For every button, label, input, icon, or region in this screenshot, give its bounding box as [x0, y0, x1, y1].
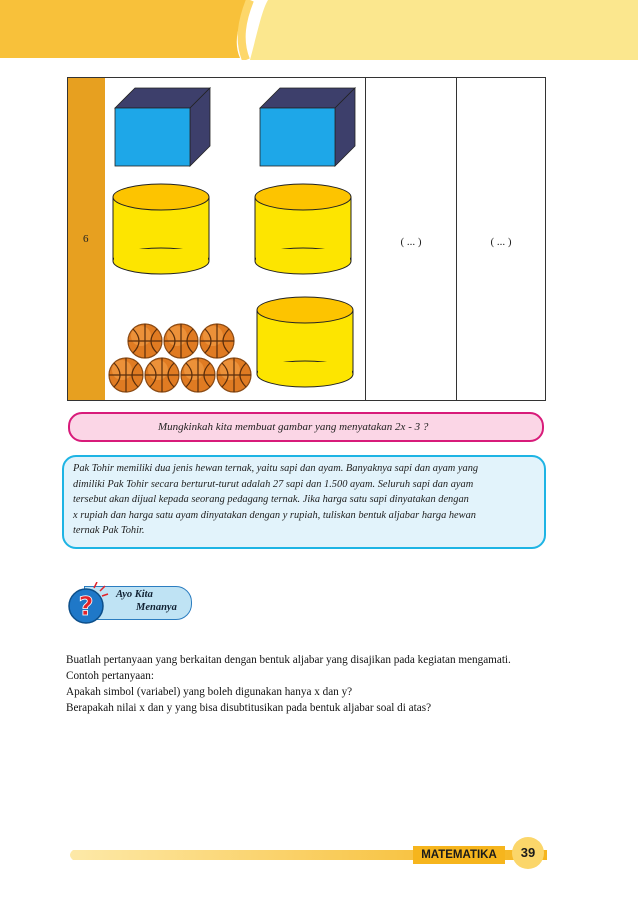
ask-section-badge: [64, 582, 194, 624]
cube-icon: [115, 88, 210, 166]
header-band: [0, 0, 638, 60]
blank-b: ( ... ): [490, 236, 512, 248]
book-title: MATEMATIKA: [413, 846, 505, 864]
row-number: 6: [83, 233, 89, 245]
problem-line: ternak Pak Tohir.: [73, 525, 145, 536]
illustration-cell: [105, 78, 366, 400]
algebra-tiles-illustration: [105, 78, 365, 400]
problem-line: tersebut akan dijual kepada seorang pedagang ternak. Jika harga satu sapi dinyatakan dengan: [73, 494, 469, 505]
problem-line: x rupiah dan harga satu ayam dinyatakan dengan y rupiah, tuliskan bentuk aljabar harga hewan: [73, 509, 476, 521]
cylinder-icon: [255, 184, 351, 274]
problem-line: dimiliki Pak Tohir secara berturut-turut adalah 27 sapi dan 1.500 ayam. Seluruh sapi dan ayam: [73, 478, 474, 490]
instruction-line: Apakah simbol (variabel) yang boleh digunakan hanya x dan y?: [66, 686, 353, 698]
problem-box: [62, 455, 546, 549]
basketball-icon: [217, 358, 251, 392]
basketball-icon: [128, 324, 162, 358]
row-number-cell: [68, 78, 105, 400]
pattern-table: [67, 77, 546, 401]
question-text: Mungkinkah kita membuat gambar yang menyatakan 2x - 3 ?: [158, 421, 429, 433]
instruction-line: Berapakah nilai x dan y yang bisa disubtitusikan pada bentuk aljabar soal di atas?: [66, 702, 432, 714]
basketball-icon: [109, 358, 143, 392]
blank-a: ( ... ): [400, 236, 422, 248]
ask-title-line1: Ayo Kita: [116, 589, 153, 600]
instruction-text: [66, 652, 566, 716]
basketball-icon: [181, 358, 215, 392]
basketball-icon: [200, 324, 234, 358]
basketball-icon: [145, 358, 179, 392]
instruction-line: Buatlah pertanyaan yang berkaitan dengan bentuk aljabar yang disajikan pada kegiatan mengamati.: [66, 654, 511, 666]
cylinder-icon: [113, 184, 209, 274]
cylinder-icon: [257, 297, 353, 387]
question-box: [68, 412, 544, 442]
page-number: 39: [512, 837, 544, 869]
problem-line: Pak Tohir memiliki dua jenis hewan ternak, yaitu sapi dan ayam. Banyaknya sapi dan ayam yang: [73, 463, 479, 474]
answer-cell-a: [366, 78, 457, 400]
ask-title-line2: Menanya: [136, 602, 177, 613]
svg-text:?: ?: [78, 592, 94, 622]
cube-icon: [260, 88, 355, 166]
question-mark-icon: [64, 582, 112, 626]
answer-cell-b: [457, 78, 545, 400]
basketball-icon: [164, 324, 198, 358]
instruction-line: Contoh pertanyaan:: [66, 670, 154, 682]
